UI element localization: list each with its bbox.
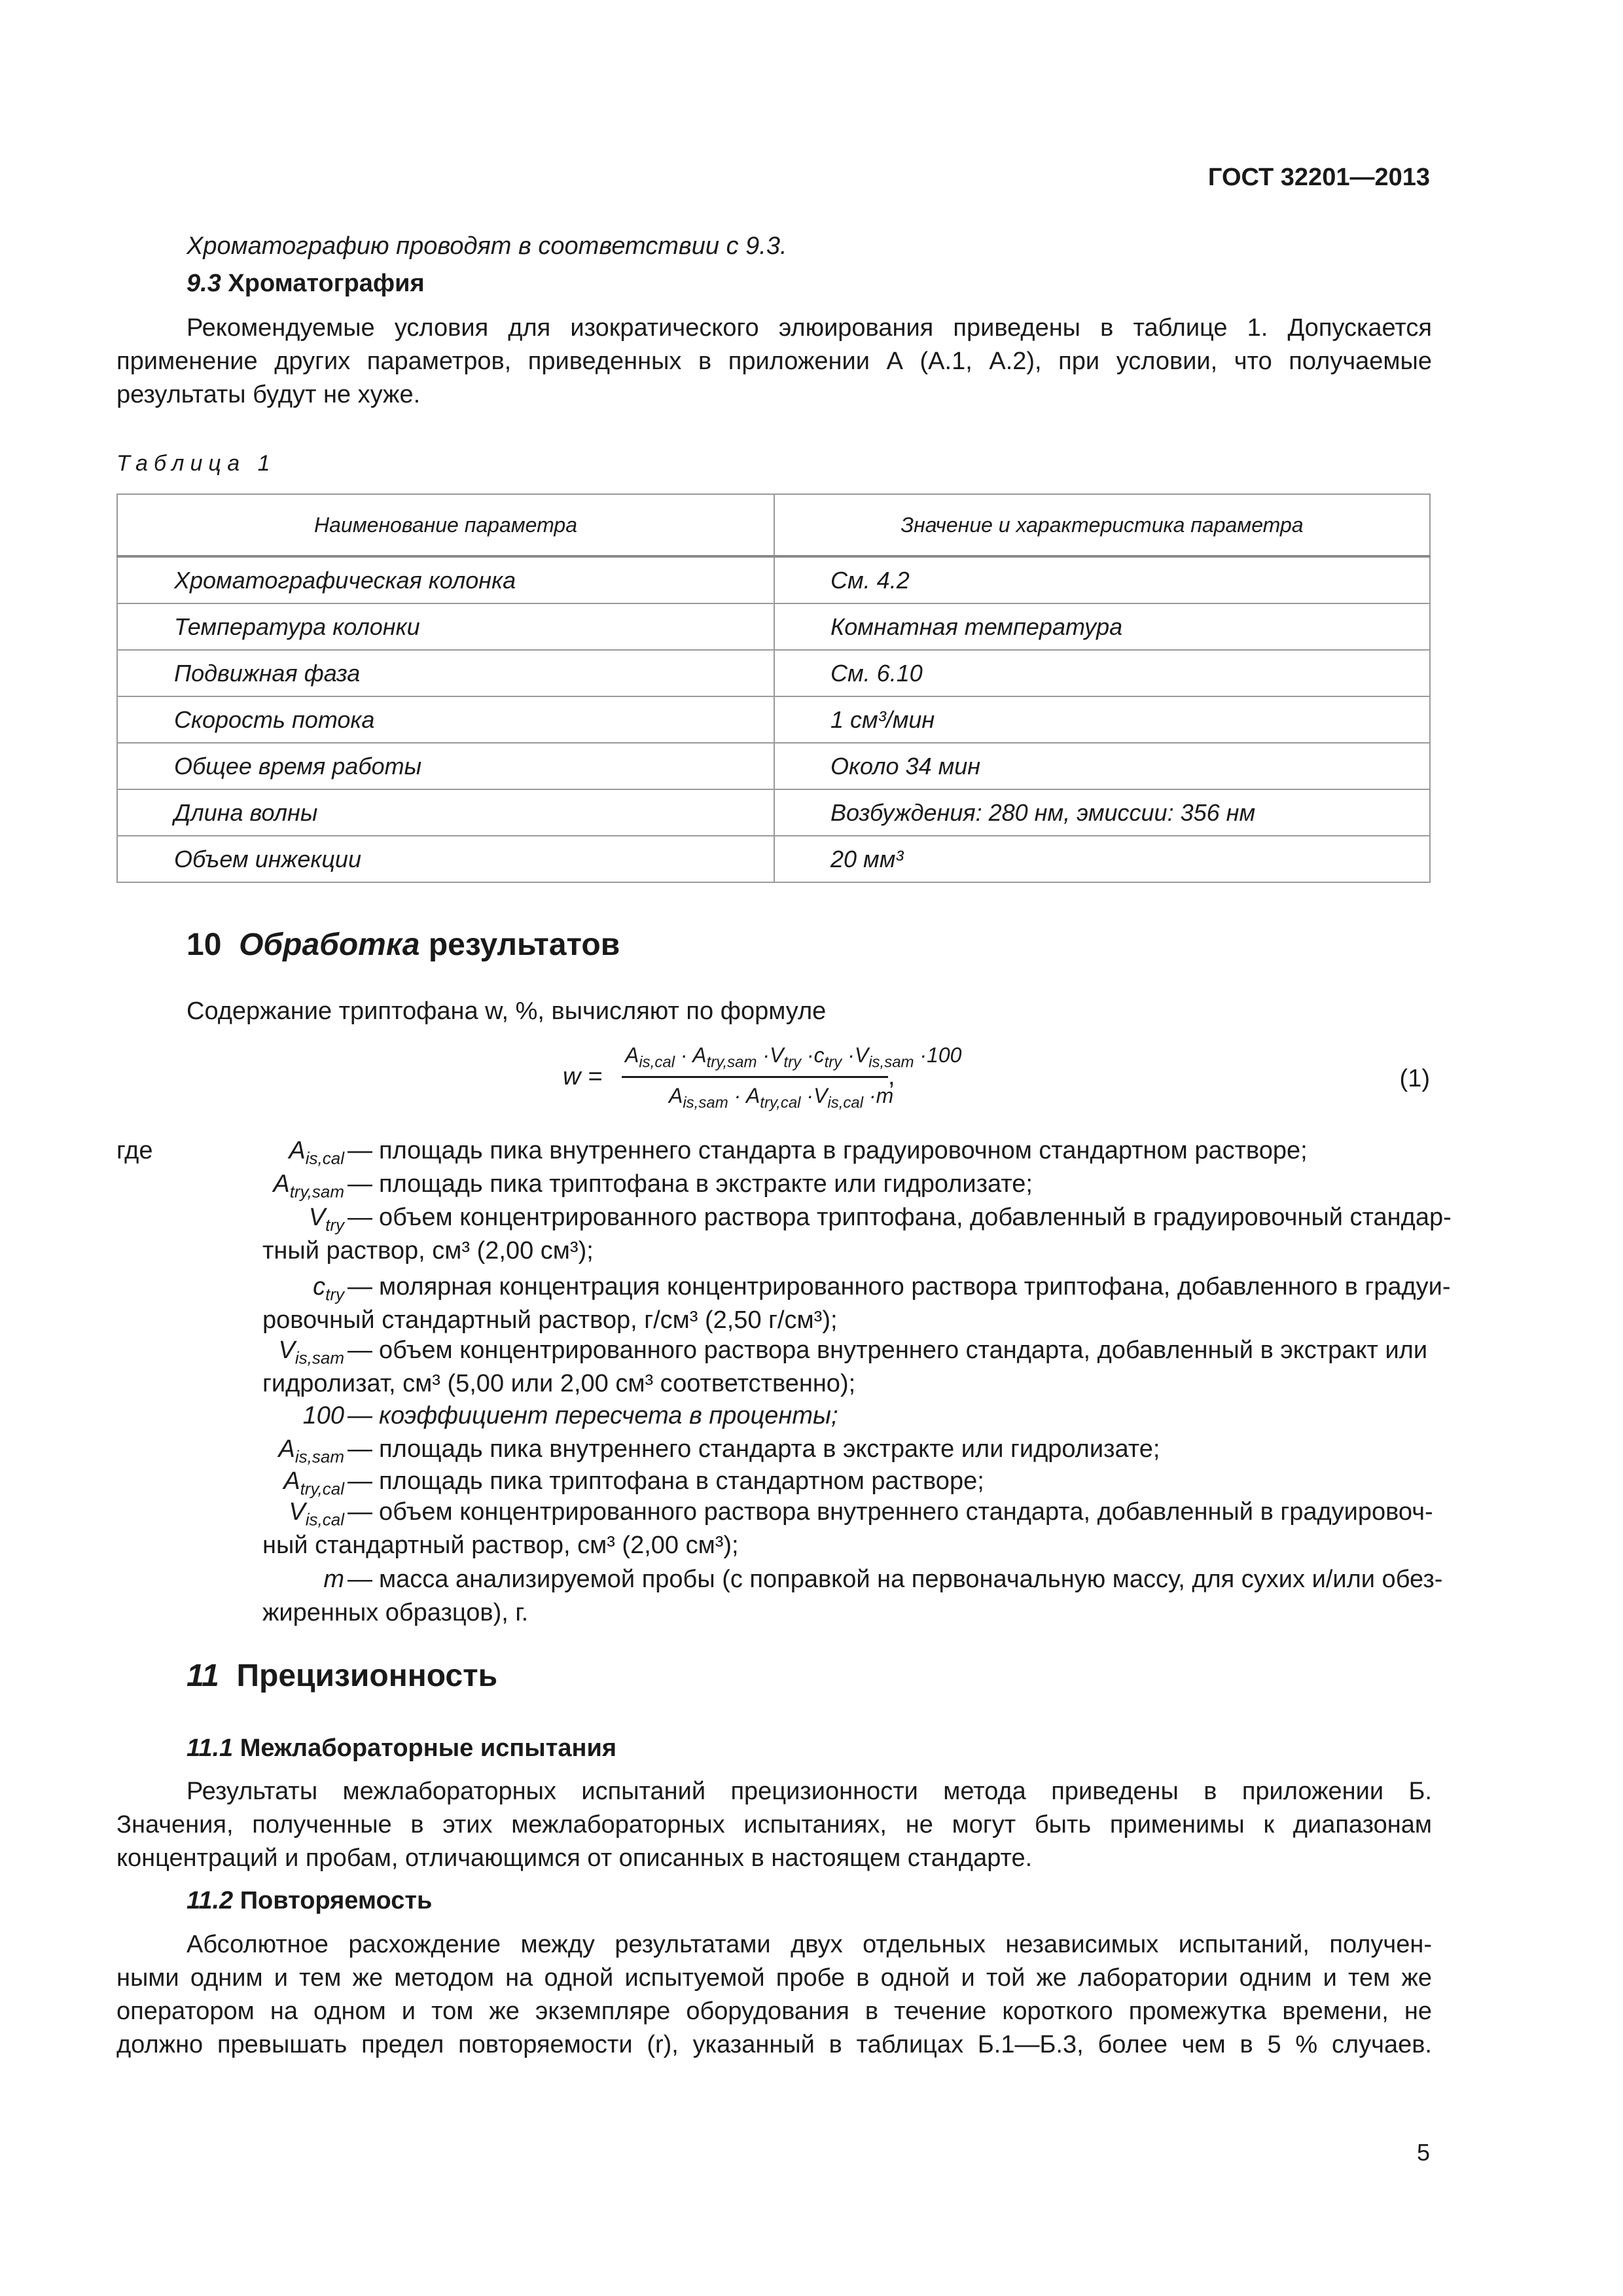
definition-row [116, 1465, 1432, 1498]
definition-text: площадь пика внутреннего стандарта в градуировочном стандартном растворе; [379, 1137, 1308, 1164]
section-10-intro: Содержание триптофана w, %, вычисляют по формуле [187, 997, 827, 1025]
parameters-table [116, 493, 1431, 883]
definition-symbol: $A_{try,cal}$ [283, 1467, 344, 1499]
definition-symbol: $A_{is,sam}$ [278, 1435, 344, 1467]
formula-numerator: $A_{is,cal} \cdot A_{try,sam} \cdot V_{try} \cdot c_{try} \cdot V_{is,sam} \cdot 100$ [625, 1043, 962, 1071]
section-11-title: Прецизионность [236, 1659, 498, 1693]
definition-dash: — [348, 1435, 372, 1463]
definition-text: коэффициент пересчета в проценты; [379, 1402, 838, 1429]
definition-symbol: 100 [302, 1402, 344, 1429]
formula-trailing-comma: , [888, 1063, 895, 1090]
definition-row [116, 1334, 1432, 1367]
section-11-1-number: 11.1 [187, 1734, 234, 1762]
section-9-3-title: Хроматография [228, 270, 425, 297]
section-11-2-number: 11.2 [187, 1887, 234, 1914]
section-9-3-number: 9.3 [187, 270, 221, 297]
section-11-2-line: должно превышать предел повторяемости (r), указанный в таблицах Б.1—Б.3, более чем в 5 % случаев. [116, 2031, 1432, 2058]
table-cell: Скорость потока [117, 696, 774, 743]
definition-row [116, 1496, 1432, 1529]
table-cell: Подвижная фаза [117, 650, 774, 696]
definition-symbol: $V_{try}$ [308, 1204, 344, 1235]
section-11-1-title: Межлабораторные испытания [240, 1734, 616, 1762]
section-9-3-heading [187, 270, 425, 298]
table-cell: Объем инжекции [117, 836, 774, 882]
table-row [117, 696, 1430, 743]
section-11-heading [187, 1658, 497, 1694]
section-9-3-para-line: Рекомендуемые условия для изократического элюирования приведены в таблице 1. Допускается [187, 314, 1432, 342]
definition-dash: — [348, 1204, 372, 1231]
definition-symbol: $V_{is,sam}$ [278, 1336, 344, 1368]
formula-denominator: $A_{is,sam} \cdot A_{try,cal} \cdot V_{is,cal} \cdot m$ [669, 1084, 894, 1112]
table-header-cell: Значение и характеристика параметра [774, 494, 1430, 556]
definition-continuation: жиренных образцов), г. [262, 1599, 529, 1626]
section-10-title-italic: Обработка [239, 927, 420, 962]
section-11-2-line: Абсолютное расхождение между результатами двух отдельных независимых испытаний, получен- [187, 1931, 1432, 1958]
definition-symbol: m [323, 1566, 344, 1593]
definition-dash: — [348, 1336, 372, 1364]
definition-row [116, 1168, 1432, 1201]
table-row [117, 650, 1430, 696]
section-11-2-title: Повторяемость [240, 1887, 433, 1914]
table-cell: Комнатная температура [774, 603, 1430, 650]
section-11-2-heading [187, 1887, 432, 1915]
definition-row [116, 1134, 1432, 1168]
definition-dash: — [348, 1566, 372, 1593]
section-10-number: 10 [187, 927, 222, 962]
table-cell: 20 мм³ [774, 836, 1430, 882]
definition-text: молярная концентрация концентрированного раствора триптофана, добавленного в градуи- [379, 1273, 1451, 1300]
definition-row [116, 1433, 1432, 1466]
table-header-cell: Наименование параметра [117, 494, 774, 556]
table-cell: Хроматографическая колонка [117, 556, 774, 603]
table-cell: См. 6.10 [774, 650, 1430, 696]
definition-text: масса анализируемой пробы (с поправкой на первоначальную массу, для сухих и/или обез- [379, 1566, 1443, 1593]
formula-lhs: w = [563, 1063, 603, 1090]
table-cell: Длина волны [117, 789, 774, 836]
table-header-row [117, 494, 1430, 556]
definition-text: площадь пика триптофана в экстракте или гидролизате; [379, 1170, 1033, 1198]
table-row [117, 603, 1430, 650]
definition-continuation: гидролизат, см³ (5,00 или 2,00 см³ соответственно); [262, 1370, 856, 1397]
section-11-number: 11 [187, 1659, 219, 1693]
definition-continuation: тный раствор, см³ (2,00 см³); [262, 1237, 594, 1265]
definition-row [116, 1563, 1443, 1596]
definition-symbol: $A_{is,cal}$ [289, 1137, 344, 1168]
definition-symbol: $V_{is,cal}$ [289, 1498, 344, 1530]
section-11-1-line: концентраций и пробам, отличающимся от описанных в настоящем стандарте. [116, 1844, 1033, 1872]
chromatography-reference: Хроматографию проводят в соответствии с 9.3. [187, 232, 787, 260]
fraction-bar [622, 1076, 888, 1078]
table-cell: 1 см³/мин [774, 696, 1430, 743]
table-row [117, 836, 1430, 882]
equation-number: (1) [1399, 1065, 1430, 1092]
table-row [117, 789, 1430, 836]
section-11-1-line: Значения, полученные в этих межлабораторных испытаниях, не могут быть применимы к диапазонам [116, 1811, 1432, 1839]
definition-dash: — [348, 1273, 372, 1300]
section-11-2-line: оператором на одном и том же экземпляре оборудования в течение короткого промежутка времени, не [116, 1998, 1432, 2025]
definition-symbol: $A_{try,sam}$ [273, 1170, 344, 1202]
table-cell: Возбуждения: 280 нм, эмиссии: 356 нм [774, 789, 1430, 836]
document-header: ГОСТ 32201—2013 [1207, 164, 1430, 191]
table-row [117, 743, 1430, 789]
definition-dash: — [348, 1402, 372, 1429]
definition-symbol: $c_{try}$ [313, 1273, 344, 1304]
definition-continuation: ровочный стандартный раствор, г/см³ (2,50 г/см³); [262, 1306, 838, 1334]
definition-row [116, 1270, 1451, 1304]
section-11-2-line: ными одним и тем же методом на одной испытуемой пробе в одной и той же лаборатории одним и тем же [116, 1964, 1432, 1992]
section-10-heading [187, 927, 620, 963]
section-9-3-para-line: применение других параметров, приведенных в приложении А (А.1, А.2), при условии, что получаемые [116, 348, 1432, 375]
tryptophan-formula [563, 1035, 982, 1122]
definition-text: объем концентрированного раствора триптофана, добавленный в градуировочный стандар- [379, 1204, 1452, 1231]
definition-dash: — [348, 1137, 372, 1164]
table-cell: Около 34 мин [774, 743, 1430, 789]
table-cell: См. 4.2 [774, 556, 1430, 603]
definition-dash: — [348, 1467, 372, 1495]
definition-dash: — [348, 1170, 372, 1198]
page-number: 5 [1416, 2139, 1430, 2166]
section-10-title-rest: результатов [428, 927, 620, 962]
where-label: где [116, 1137, 153, 1164]
definition-text: площадь пика внутреннего стандарта в экстракте или гидролизате; [379, 1435, 1160, 1463]
section-11-1-heading [187, 1734, 616, 1763]
definition-row [116, 1399, 1432, 1433]
table-cell: Температура колонки [117, 603, 774, 650]
table-row [117, 556, 1430, 603]
definition-text: площадь пика триптофана в стандартном растворе; [379, 1467, 984, 1495]
section-9-3-para-line: результаты будут не хуже. [116, 381, 421, 408]
definition-text: объем концентрированного раствора внутреннего стандарта, добавленный в экстракт или [379, 1336, 1428, 1364]
section-11-1-line: Результаты межлабораторных испытаний прецизионности метода приведены в приложении Б. [187, 1778, 1432, 1805]
definition-text: объем концентрированного раствора внутреннего стандарта, добавленный в градуировоч- [379, 1498, 1433, 1526]
definition-continuation: ный стандартный раствор, см³ (2,00 см³); [262, 1532, 739, 1559]
table-cell: Общее время работы [117, 743, 774, 789]
definition-dash: — [348, 1498, 372, 1526]
definition-row [116, 1201, 1452, 1235]
table-caption: Таблица 1 [116, 451, 276, 476]
